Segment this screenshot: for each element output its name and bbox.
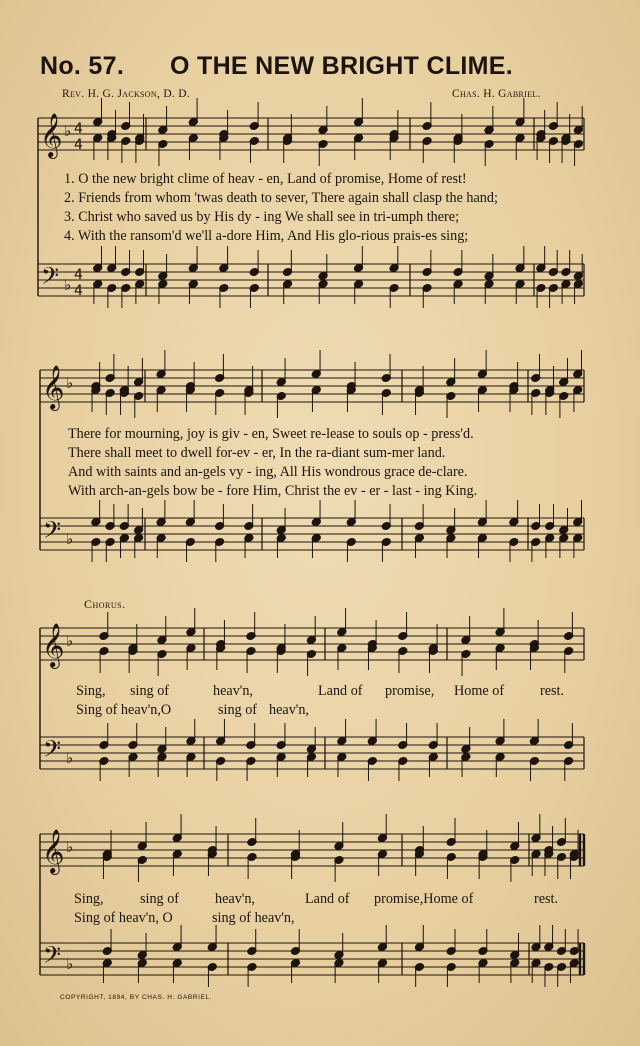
chorus1-alto-word: sing of — [218, 702, 258, 718]
chorus2-word: heav'n, — [215, 891, 255, 907]
chorus2-word: rest. — [534, 891, 559, 907]
flat-icon: ♭ — [64, 122, 72, 140]
chorus1-word: rest. — [540, 683, 565, 699]
verse-3-line-a: 3. Christ who saved us by His dy - ing We shall see in tri-umph there; — [64, 209, 460, 225]
chorus2-word: promise,Home of — [374, 891, 474, 907]
music-credit: Chas. H. Gabriel. — [452, 88, 541, 100]
bass-clef-icon: 𝄢 — [43, 941, 62, 974]
verse-4-line-a: 4. With the ransom'd we'll a-dore Him, And His glo-rious prais-es sing; — [64, 228, 469, 244]
chorus2-word: Land of — [305, 891, 350, 907]
bass-clef-icon: 𝄢 — [43, 735, 62, 768]
verse-3-line-b: And with saints and an-gels vy - ing, All His wondrous grace de-clare. — [68, 464, 468, 480]
chorus1-word: Sing, — [76, 683, 106, 699]
chorus1-word: Land of — [318, 683, 363, 699]
hymn-number: No. 57. — [40, 52, 125, 80]
verse-2-line-b: There shall meet to dwell for-ev - er, In the ra-diant sum-mer land. — [68, 445, 446, 461]
flat-icon: ♭ — [66, 749, 74, 767]
chorus2-word: Sing, — [74, 891, 104, 907]
flat-icon: ♭ — [66, 632, 74, 650]
hymn-title: O THE NEW BRIGHT CLIME. — [170, 52, 513, 80]
treble-clef-icon: 𝄞 — [42, 365, 65, 409]
chorus2-alto-word: Sing of heav'n, O — [74, 910, 173, 926]
time-sig-top: 4 — [74, 267, 83, 283]
verse-1-line-b: There for mourning, joy is giv - en, Sweet re-lease to souls op - press'd. — [68, 426, 474, 442]
chorus2-word: sing of — [140, 891, 180, 907]
chorus2-alto-word: sing of heav'n, — [212, 910, 295, 926]
flat-icon: ♭ — [64, 276, 72, 294]
treble-clef-icon: 𝄞 — [42, 623, 65, 667]
verse-4-line-b: With arch-an-gels bow be - fore Him, Christ the ev - er - last - ing King. — [68, 483, 478, 499]
verse-1-line-a: 1. O the new bright clime of heav - en, Land of promise, Home of rest! — [64, 171, 467, 187]
copyright-notice: COPYRIGHT, 1894, BY CHAS. H. GABRIEL. — [60, 994, 213, 1001]
bass-clef-icon: 𝄢 — [43, 516, 62, 549]
chorus-label: Chorus. — [84, 597, 126, 611]
flat-icon: ♭ — [66, 838, 74, 856]
bass-clef-icon: 𝄢 — [41, 262, 60, 295]
time-sig-bottom: 4 — [74, 137, 83, 153]
treble-clef-icon: 𝄞 — [40, 113, 63, 157]
chorus1-word: promise, — [385, 683, 435, 699]
time-sig-bottom: 4 — [74, 283, 83, 299]
flat-icon: ♭ — [66, 374, 74, 392]
words-credit: Rev. H. G. Jackson, D. D. — [62, 88, 191, 100]
chorus1-alto-word: heav'n, — [269, 702, 309, 718]
chorus1-alto-word: Sing of heav'n,O — [76, 702, 172, 718]
chorus1-word: sing of — [130, 683, 170, 699]
chorus1-word: Home of — [454, 683, 505, 699]
time-sig-top: 4 — [74, 121, 83, 137]
chorus1-word: heav'n, — [213, 683, 253, 699]
treble-clef-icon: 𝄞 — [42, 829, 65, 873]
flat-icon: ♭ — [66, 955, 74, 973]
verse-2-line-a: 2. Friends from whom 'twas death to sever, There again shall clasp the hand; — [64, 190, 498, 206]
flat-icon: ♭ — [66, 530, 74, 548]
